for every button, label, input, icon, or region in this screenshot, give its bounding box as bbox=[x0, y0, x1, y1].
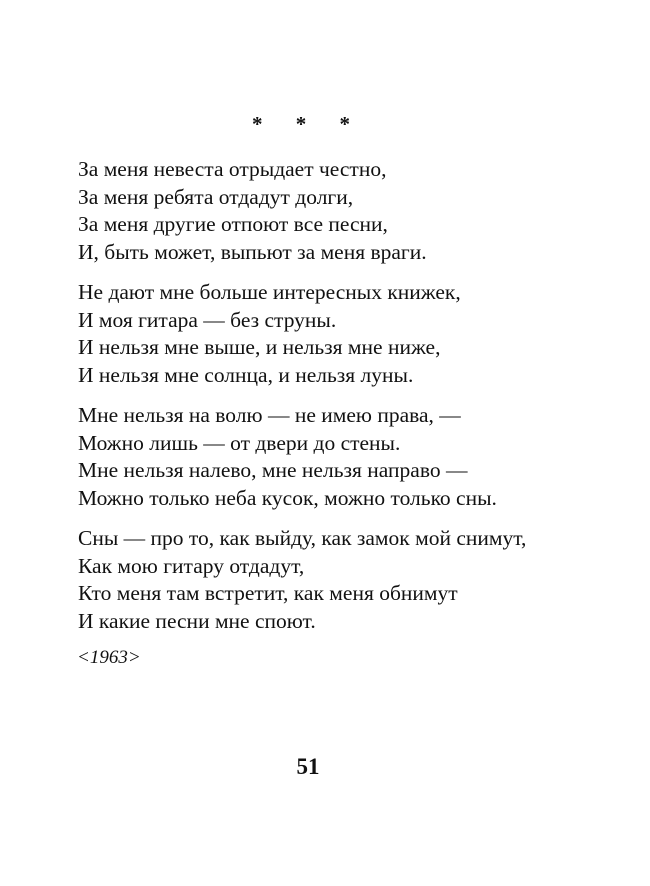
poem-date: <1963> bbox=[77, 647, 141, 668]
stanza-1 bbox=[78, 156, 618, 266]
poem-line: Можно лишь — от двери до стены. bbox=[78, 430, 401, 455]
poem-line: За меня невеста отрыдает честно, bbox=[78, 157, 387, 181]
stanza-2 bbox=[78, 279, 618, 389]
stanza-3 bbox=[78, 402, 618, 512]
poem-line: За меня ребята отдадут долги, bbox=[78, 184, 354, 209]
poem-line: Кто меня там встретит, как меня обнимут bbox=[78, 581, 458, 605]
poem-text bbox=[78, 156, 618, 648]
poem-line: Не дают мне больше интересных книжек, bbox=[78, 280, 461, 304]
stanza-4 bbox=[78, 525, 618, 635]
section-separator: * * * bbox=[252, 112, 364, 136]
page-number: 51 bbox=[296, 754, 320, 779]
poem-line: И какие песни мне споют. bbox=[78, 608, 316, 633]
poem-line: И моя гитара — без струны. bbox=[78, 307, 337, 332]
poem-line: Сны — про то, как выйду, как замок мой снимут, bbox=[78, 526, 527, 550]
poem-line: Как мою гитару отдадут, bbox=[78, 553, 305, 578]
poem-line: Мне нельзя на волю — не имею права, — bbox=[78, 403, 461, 427]
poem-line: Мне нельзя налево, мне нельзя направо — bbox=[78, 458, 468, 482]
poem-line: И нельзя мне выше, и нельзя мне ниже, bbox=[78, 335, 441, 359]
poem-line: И, быть может, выпьют за меня враги. bbox=[78, 239, 427, 264]
poem-line: И нельзя мне солнца, и нельзя луны. bbox=[78, 362, 414, 387]
poem-line: Можно только неба кусок, можно только сны. bbox=[78, 485, 497, 510]
poem-line: За меня другие отпоют все песни, bbox=[78, 212, 388, 236]
